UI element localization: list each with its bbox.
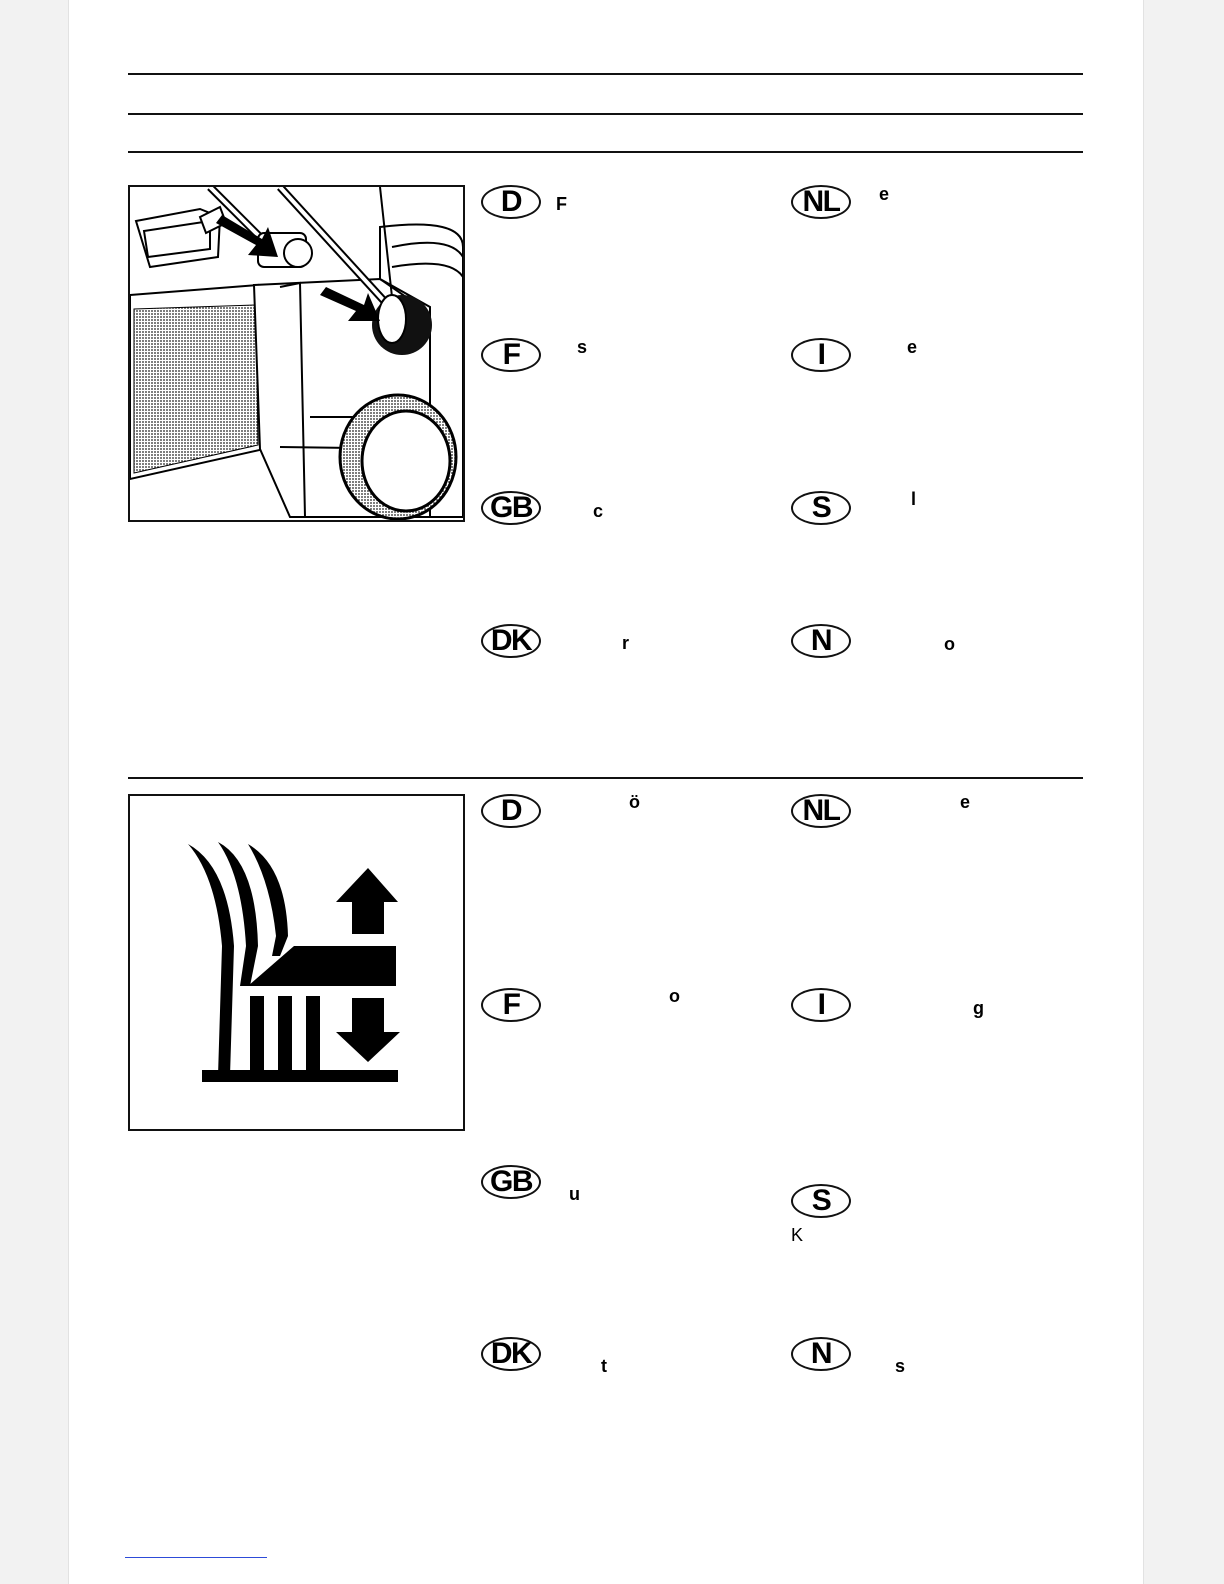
lang-badge-i-2: I [791,988,851,1022]
lang-text-nl-2: e [960,792,971,812]
lang-badge-s: S [791,491,851,525]
lang-badge-dk-2: DK [481,1337,541,1371]
header-rule-2 [128,113,1083,115]
lang-text-s-2: K [791,1225,804,1245]
lang-badge-s-2: S [791,1184,851,1218]
lang-text-gb-2: u [569,1184,580,1204]
lang-badge-f: F [481,338,541,372]
lang-badge-d-2: D [481,794,541,828]
lang-badge-gb-2: GB [481,1165,541,1199]
lang-badge-n: N [791,624,851,658]
lang-badge-gb: GB [481,491,541,525]
lang-text-f: s [577,337,588,357]
lang-text-f-2: o [669,986,680,1006]
lang-text-d: F [556,194,567,214]
mower-illustration [128,185,465,522]
lang-text-i-2: g [973,998,984,1018]
lang-badge-n-2: N [791,1337,851,1371]
lang-badge-nl: NL [791,185,851,219]
lang-badge-i: I [791,338,851,372]
lang-text-dk: r [622,633,630,653]
lang-badge-f-2: F [481,988,541,1022]
lang-badge-nl-2: NL [791,794,851,828]
header-rule-1 [128,73,1083,75]
cutting-height-symbol [128,794,465,1131]
lang-text-dk-2: t [601,1356,607,1376]
lang-text-s: l [911,489,917,509]
lang-badge-dk: DK [481,624,541,658]
lang-text-gb: c [593,501,604,521]
lang-text-nl: e [879,184,890,204]
lang-badge-d: D [481,185,541,219]
lang-text-n: o [944,634,955,654]
lang-text-i: e [907,337,918,357]
header-rule-3 [128,151,1083,153]
lang-text-d-2: ö [629,792,640,812]
lang-text-n-2: s [895,1356,906,1376]
footer-link-underline[interactable] [125,1557,267,1558]
section-divider [128,777,1083,779]
